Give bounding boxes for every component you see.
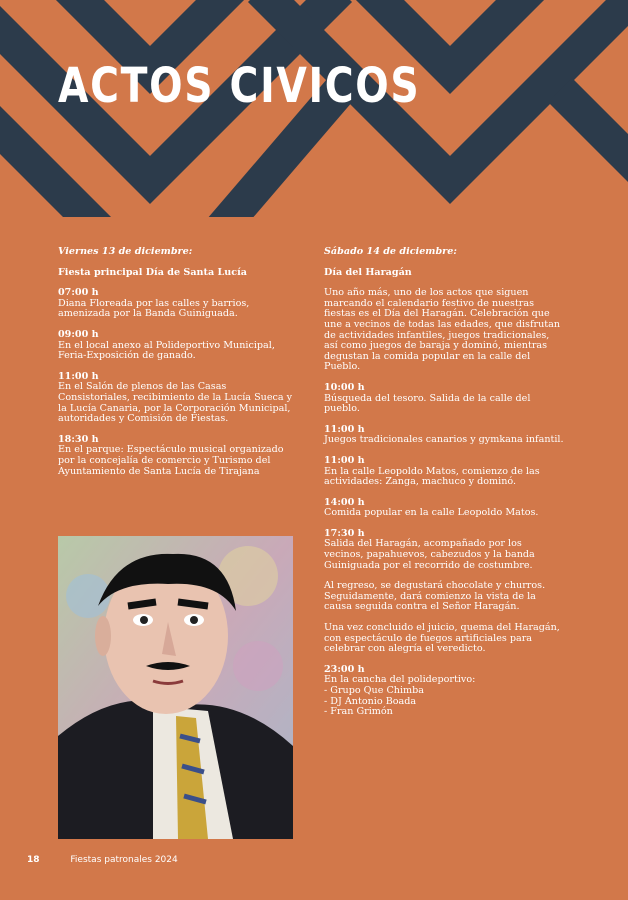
time-label: 07:00 h [58, 287, 99, 299]
left-block [58, 288, 298, 320]
chevron-pattern [0, 0, 628, 232]
event-text: En el local anexo al Polideportivo Municipal, Feria-Exposición de ganado. [58, 339, 275, 362]
event-text: Búsqueda del tesoro. Salida de la calle del pueblo. [324, 392, 531, 415]
right-block [324, 456, 564, 488]
left-block [58, 330, 298, 362]
right-day-heading: Sábado 14 de diciembre: [324, 246, 457, 257]
right-block [324, 498, 564, 519]
right-column [324, 247, 564, 728]
after-paragraph: Una vez concluido el juicio, quema del Haragán, con espectáculo de fuegos artificiales para celebrar con alegría el veredicto. [324, 622, 560, 655]
left-column [58, 247, 298, 487]
after-paragraph: Al regreso, se degustará chocolate y churros. Seguidamente, dará comienzo la vista de la causa seguida contra el Señor Haragán. [324, 580, 546, 613]
time-label: 17:30 h [324, 527, 365, 539]
time-label: 23:00 h [324, 663, 365, 675]
list-item: - Fran Grimón [324, 706, 393, 718]
time-label: 18:30 h [58, 433, 99, 445]
right-block [324, 383, 564, 415]
event-text: En la cancha del polideportivo: [324, 674, 476, 686]
haragan-figure-photo [58, 536, 293, 839]
time-label: 11:00 h [58, 370, 99, 382]
page-number: 18 [27, 855, 40, 865]
time-label: 10:00 h [324, 381, 365, 393]
intro-paragraph: Uno año más, uno de los actos que siguen marcando el calendario festivo de nuestras fiestas es el Día del Haragán. Celebración que une a vecinos de todas las edades, que disfrutan de actividades infantiles, juegos tradicionales, así como juegos de baraja y dominó, mientras degustan la comida popular en la calle del Pueblo. [324, 287, 561, 373]
left-day-heading: Viernes 13 de diciembre: [58, 246, 193, 257]
footer-text: Fiestas patronales 2024 [70, 855, 178, 865]
time-label: 09:00 h [58, 328, 99, 340]
time-label: 14:00 h [324, 496, 365, 508]
right-block [324, 425, 564, 446]
time-label: 11:00 h [324, 423, 365, 435]
list-item: - Grupo Que Chimba [324, 685, 425, 696]
left-event-title: Fiesta principal Día de Santa Lucía [58, 266, 247, 278]
list-item: - DJ Antonio Boada [324, 695, 417, 707]
event-text: Comida popular en la calle Leopoldo Matos. [324, 507, 539, 519]
event-text: En la calle Leopoldo Matos, comienzo de las actividades: Zanga, machuco y dominó. [324, 465, 540, 488]
page-footer [27, 855, 178, 865]
event-text: Juegos tradicionales canarios y gymkana infantil. [324, 434, 564, 446]
chevron-header [0, 0, 628, 232]
final-block [324, 665, 564, 718]
page-title: ACTOS CIVICOS [58, 58, 421, 114]
left-block [58, 435, 298, 477]
event-text: Salida del Haragán, acompañado por los vecinos, papahuevos, cabezudos y la banda Guiniguada por el recorrido de costumbre. [324, 538, 535, 571]
right-event-title: Día del Haragán [324, 266, 412, 278]
time-label: 11:00 h [324, 454, 365, 466]
right-block [324, 529, 564, 571]
event-text: En el parque: Espectáculo musical organizado por la concejalía de comercio y Turismo del Ayuntamiento de Santa Lucía de Tirajana [58, 444, 284, 477]
event-text: Diana Floreada por las calles y barrios, amenizada por la Banda Guiniguada. [58, 297, 250, 320]
left-block [58, 372, 298, 425]
event-text: En el Salón de plenos de las Casas Consistoriales, recibimiento de la Lucía Sueca y la Lucía Canaria, por la Corporación Municipal, autoridades y Comisión de Fiestas. [58, 381, 293, 425]
